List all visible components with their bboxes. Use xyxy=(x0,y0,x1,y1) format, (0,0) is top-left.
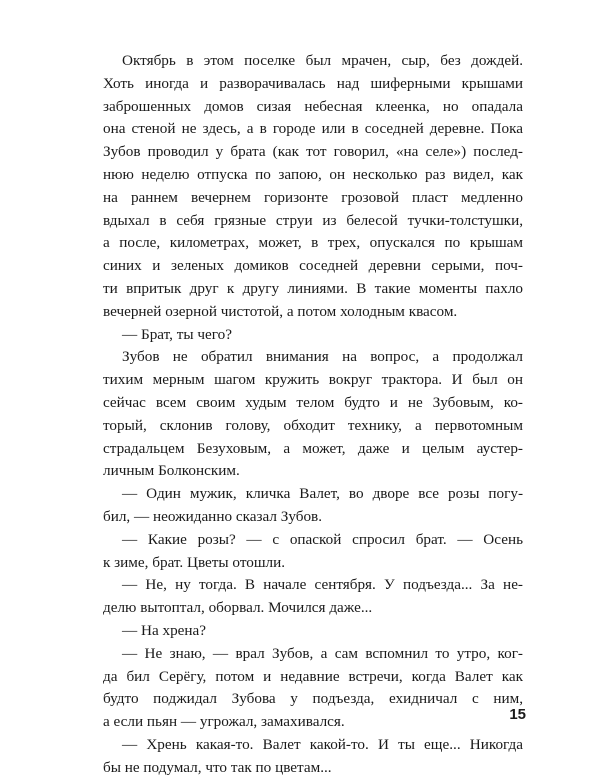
text-line: нюю неделю отпуска по запою, он несколько раз видел, как xyxy=(103,165,523,183)
text-line: Октябрь в этом поселке был мрачен, сыр, без дождей. xyxy=(122,52,523,69)
text-line: а если пьян — угрожал, замахивался. xyxy=(103,713,345,731)
text-line: — Один мужик, кличка Валет, во дворе все розы погу- xyxy=(122,485,523,503)
text-line: торый, склонив голову, обходит технику, а первотомным xyxy=(103,416,523,434)
text-line: она стеной не здесь, а в городе или в соседней деревне. Пока xyxy=(103,120,523,138)
text-line: страдальцем Безуховым, а может, даже и целым аустер- xyxy=(103,439,523,457)
body-text xyxy=(103,50,523,780)
text-line: вечерней озерной чистотой, а потом холодным квасом. xyxy=(103,302,458,320)
text-line: бы не подумал, что так по цветам... xyxy=(103,758,332,776)
text-line: на раннем вечернем горизонте грозовой пласт медленно xyxy=(103,188,523,206)
text-line: — Какие розы? — с опаской спросил брат. — Осень xyxy=(122,530,523,548)
text-line: Зубов не обратил внимания на вопрос, а продолжал xyxy=(122,348,523,366)
text-line: тихим мерным шагом кружить вокруг трактора. И был он xyxy=(103,371,523,389)
text-line: — Не, ну тогда. В начале сентября. У подъезда... За не- xyxy=(122,576,523,594)
text-line: к зиме, брат. Цветы отошли. xyxy=(103,553,286,571)
text-line: заброшенных домов сизая небесная клеенка, но опадала xyxy=(103,97,523,115)
text-line: а после, километрах, может, в трех, опускался по крышам xyxy=(103,234,523,252)
text-line: — Хрень какая-то. Валет какой-то. И ты еще... Никогда xyxy=(122,735,523,753)
text-line: да бил Серёгу, потом и недавние встречи, когда Валет как xyxy=(103,667,523,685)
text-line: будто поджидал Зубова у подъезда, ехидничал с ним, xyxy=(103,690,523,708)
text-line: Зубов проводил у брата (как тот говорил, «на селе») послед- xyxy=(103,143,523,161)
text-line: вдыхал в себя грязные струи из белесой тучки-толстушки, xyxy=(103,211,523,229)
text-line: — На хрена? xyxy=(122,621,207,639)
text-line: синих и зеленых домиков соседней деревни серыми, поч- xyxy=(103,257,523,275)
page-number: 15 xyxy=(509,706,526,723)
text-line: — Не знаю, — врал Зубов, а сам вспомнил то утро, ког- xyxy=(122,644,523,662)
text-line: личным Болконским. xyxy=(103,462,240,480)
text-line: ти впритык друг к другу линиями. В такие моменты пахло xyxy=(103,279,523,297)
text-line: делю вытоптал, оборвал. Мочился даже... xyxy=(103,599,373,617)
text-line: бил, — неожиданно сказал Зубов. xyxy=(103,507,323,525)
text-line: сейчас всем своим худым телом будто и не Зубовым, ко- xyxy=(103,393,523,411)
text-line: — Брат, ты чего? xyxy=(122,325,232,343)
text-line: Хоть иногда и разворачивалась над шиферными крышами xyxy=(103,74,523,92)
